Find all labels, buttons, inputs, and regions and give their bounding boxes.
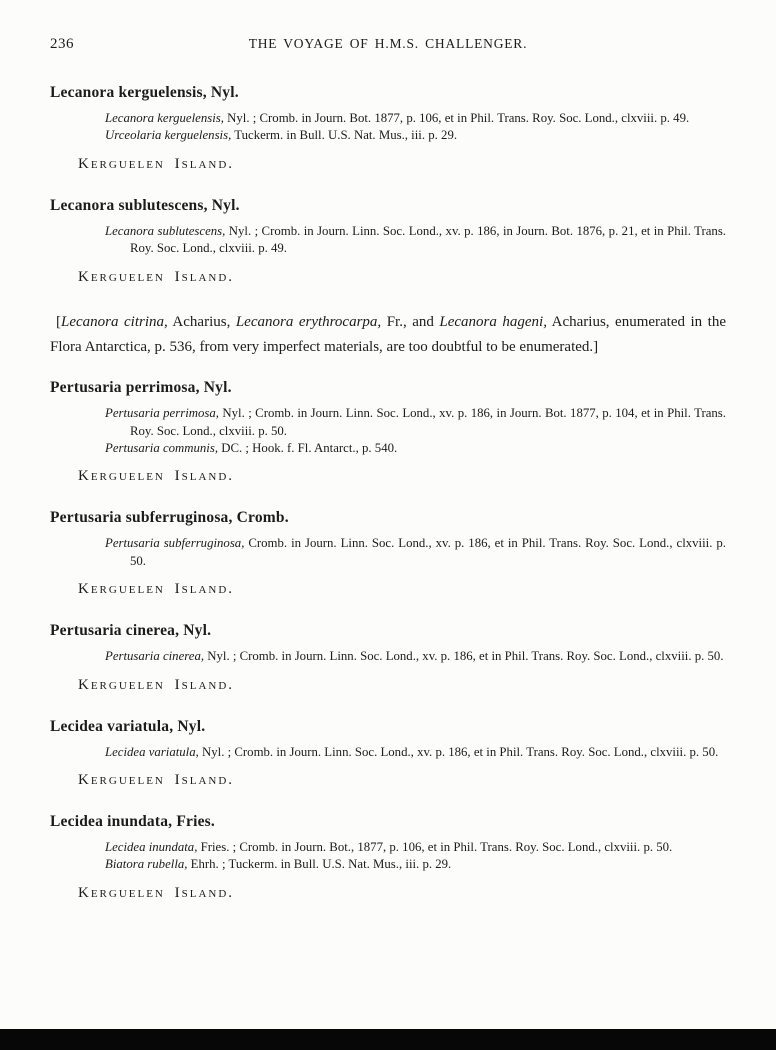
- species-entry: [50, 622, 726, 693]
- note-text: [: [56, 313, 61, 330]
- species-entry: [50, 84, 726, 173]
- citation-species-name: Pertusaria subferruginosa,: [105, 536, 245, 551]
- species-heading: Pertusaria cinerea, Nyl.: [50, 622, 212, 640]
- citation-species-name: Pertusaria communis,: [105, 440, 219, 455]
- note-species-name: Lecanora erythrocarpa,: [235, 313, 382, 330]
- citation-reference: Nyl. ; Cromb. in Journ. Linn. Soc. Lond., xv. p. 186, in Journ. Bot. 1876, p. 21, et in Phil. Trans. Roy. Soc. Lond., clxviii. p. 49.: [130, 223, 726, 256]
- species-entry: [50, 813, 726, 902]
- locality: Kerguelen Island.: [78, 268, 235, 285]
- page-header: [50, 36, 726, 56]
- locality: Kerguelen Island.: [78, 771, 235, 788]
- citation-reference: Fries. ; Cromb. in Journ. Bot., 1877, p. 106, et in Phil. Trans. Roy. Soc. Lond., clxviii. p. 50.: [197, 839, 673, 854]
- citation-species-name: Lecidea variatula,: [105, 744, 199, 759]
- note-species-name: Lecanora hageni,: [439, 313, 547, 330]
- citation-species-name: Pertusaria cinerea,: [105, 649, 205, 664]
- citation-reference: Nyl. ; Cromb. in Journ. Linn. Soc. Lond., xv. p. 186, in Journ. Bot. 1877, p. 104, et in Phil. Trans. Roy. Soc. Lond., clxviii. p. 50.: [130, 406, 726, 438]
- citation-species-name: Urceolaria kerguelensis,: [105, 128, 232, 143]
- locality: Kerguelen Island.: [78, 581, 235, 598]
- citation-reference: Ehrh. ; Tuckerm. in Bull. U.S. Nat. Mus., iii. p. 29.: [187, 857, 452, 872]
- locality: Kerguelen Island.: [78, 468, 235, 485]
- species-entry: [50, 379, 726, 485]
- citation: [105, 535, 726, 570]
- citation-reference: Nyl. ; Cromb. in Journ. Bot. 1877, p. 106, et in Phil. Trans. Roy. Soc. Lond., clxviii. p. 49.: [223, 111, 690, 125]
- note-text: Acharius,: [167, 313, 236, 330]
- running-title: THE VOYAGE OF H.M.S. CHALLENGER.: [248, 36, 528, 51]
- species-entry: [50, 509, 726, 598]
- citation: [105, 110, 726, 127]
- citation-species-name: Lecidea inundata,: [105, 839, 198, 854]
- note-text: Acharius, enumerated in the Flora Antarctica, p. 536, from very imperfect materials, are too doubtful to be enumerated.]: [50, 313, 726, 356]
- citation-reference: DC. ; Hook. f. Fl. Antarct., p. 540.: [218, 440, 398, 455]
- locality: Kerguelen Island.: [78, 884, 235, 901]
- species-heading: Lecanora kerguelensis, Nyl.: [50, 84, 239, 101]
- citation: [105, 127, 726, 144]
- species-heading: Lecanora sublutescens, Nyl.: [50, 196, 240, 214]
- species-entry: [50, 197, 726, 286]
- locality: Kerguelen Island.: [78, 155, 235, 172]
- citation-species-name: Lecanora kerguelensis,: [105, 111, 224, 125]
- citation: [105, 856, 726, 873]
- citation: [105, 223, 726, 258]
- citation: [105, 405, 726, 440]
- note-species-name: Lecanora citrina,: [61, 313, 168, 330]
- citation-species-name: Pertusaria perrimosa,: [105, 406, 219, 421]
- scan-edge-artifact: [0, 1029, 776, 1050]
- species-heading: Lecidea inundata, Fries.: [50, 812, 215, 830]
- citation-reference: Nyl. ; Cromb. in Journ. Linn. Soc. Lond., xv. p. 186, et in Phil. Trans. Roy. Soc. Lond., clxviii. p. 50.: [204, 649, 724, 664]
- citation-species-name: Biatora rubella,: [105, 857, 188, 872]
- species-entry: [50, 718, 726, 789]
- note-text: Fr., and: [381, 313, 440, 330]
- citation: [105, 744, 726, 761]
- citation-reference: Tuckerm. in Bull. U.S. Nat. Mus., iii. p. 29.: [231, 128, 458, 143]
- bracketed-note: [50, 310, 726, 362]
- locality: Kerguelen Island.: [78, 676, 235, 693]
- citation-species-name: Lecanora sublutescens,: [105, 223, 226, 238]
- citation: [105, 839, 726, 856]
- species-heading: Lecidea variatula, Nyl.: [50, 717, 206, 735]
- species-heading: Pertusaria subferruginosa, Cromb.: [50, 509, 289, 527]
- citation-reference: Cromb. in Journ. Linn. Soc. Lond., xv. p. 186, et in Phil. Trans. Roy. Soc. Lond., clxviii. p. 50.: [130, 536, 726, 568]
- species-heading: Pertusaria perrimosa, Nyl.: [50, 379, 232, 397]
- page-number: 236: [50, 36, 74, 52]
- citation: [105, 648, 726, 665]
- citation-reference: Nyl. ; Cromb. in Journ. Linn. Soc. Lond., xv. p. 186, et in Phil. Trans. Roy. Soc. Lond., clxviii. p. 50.: [198, 744, 719, 759]
- citation: [105, 440, 726, 457]
